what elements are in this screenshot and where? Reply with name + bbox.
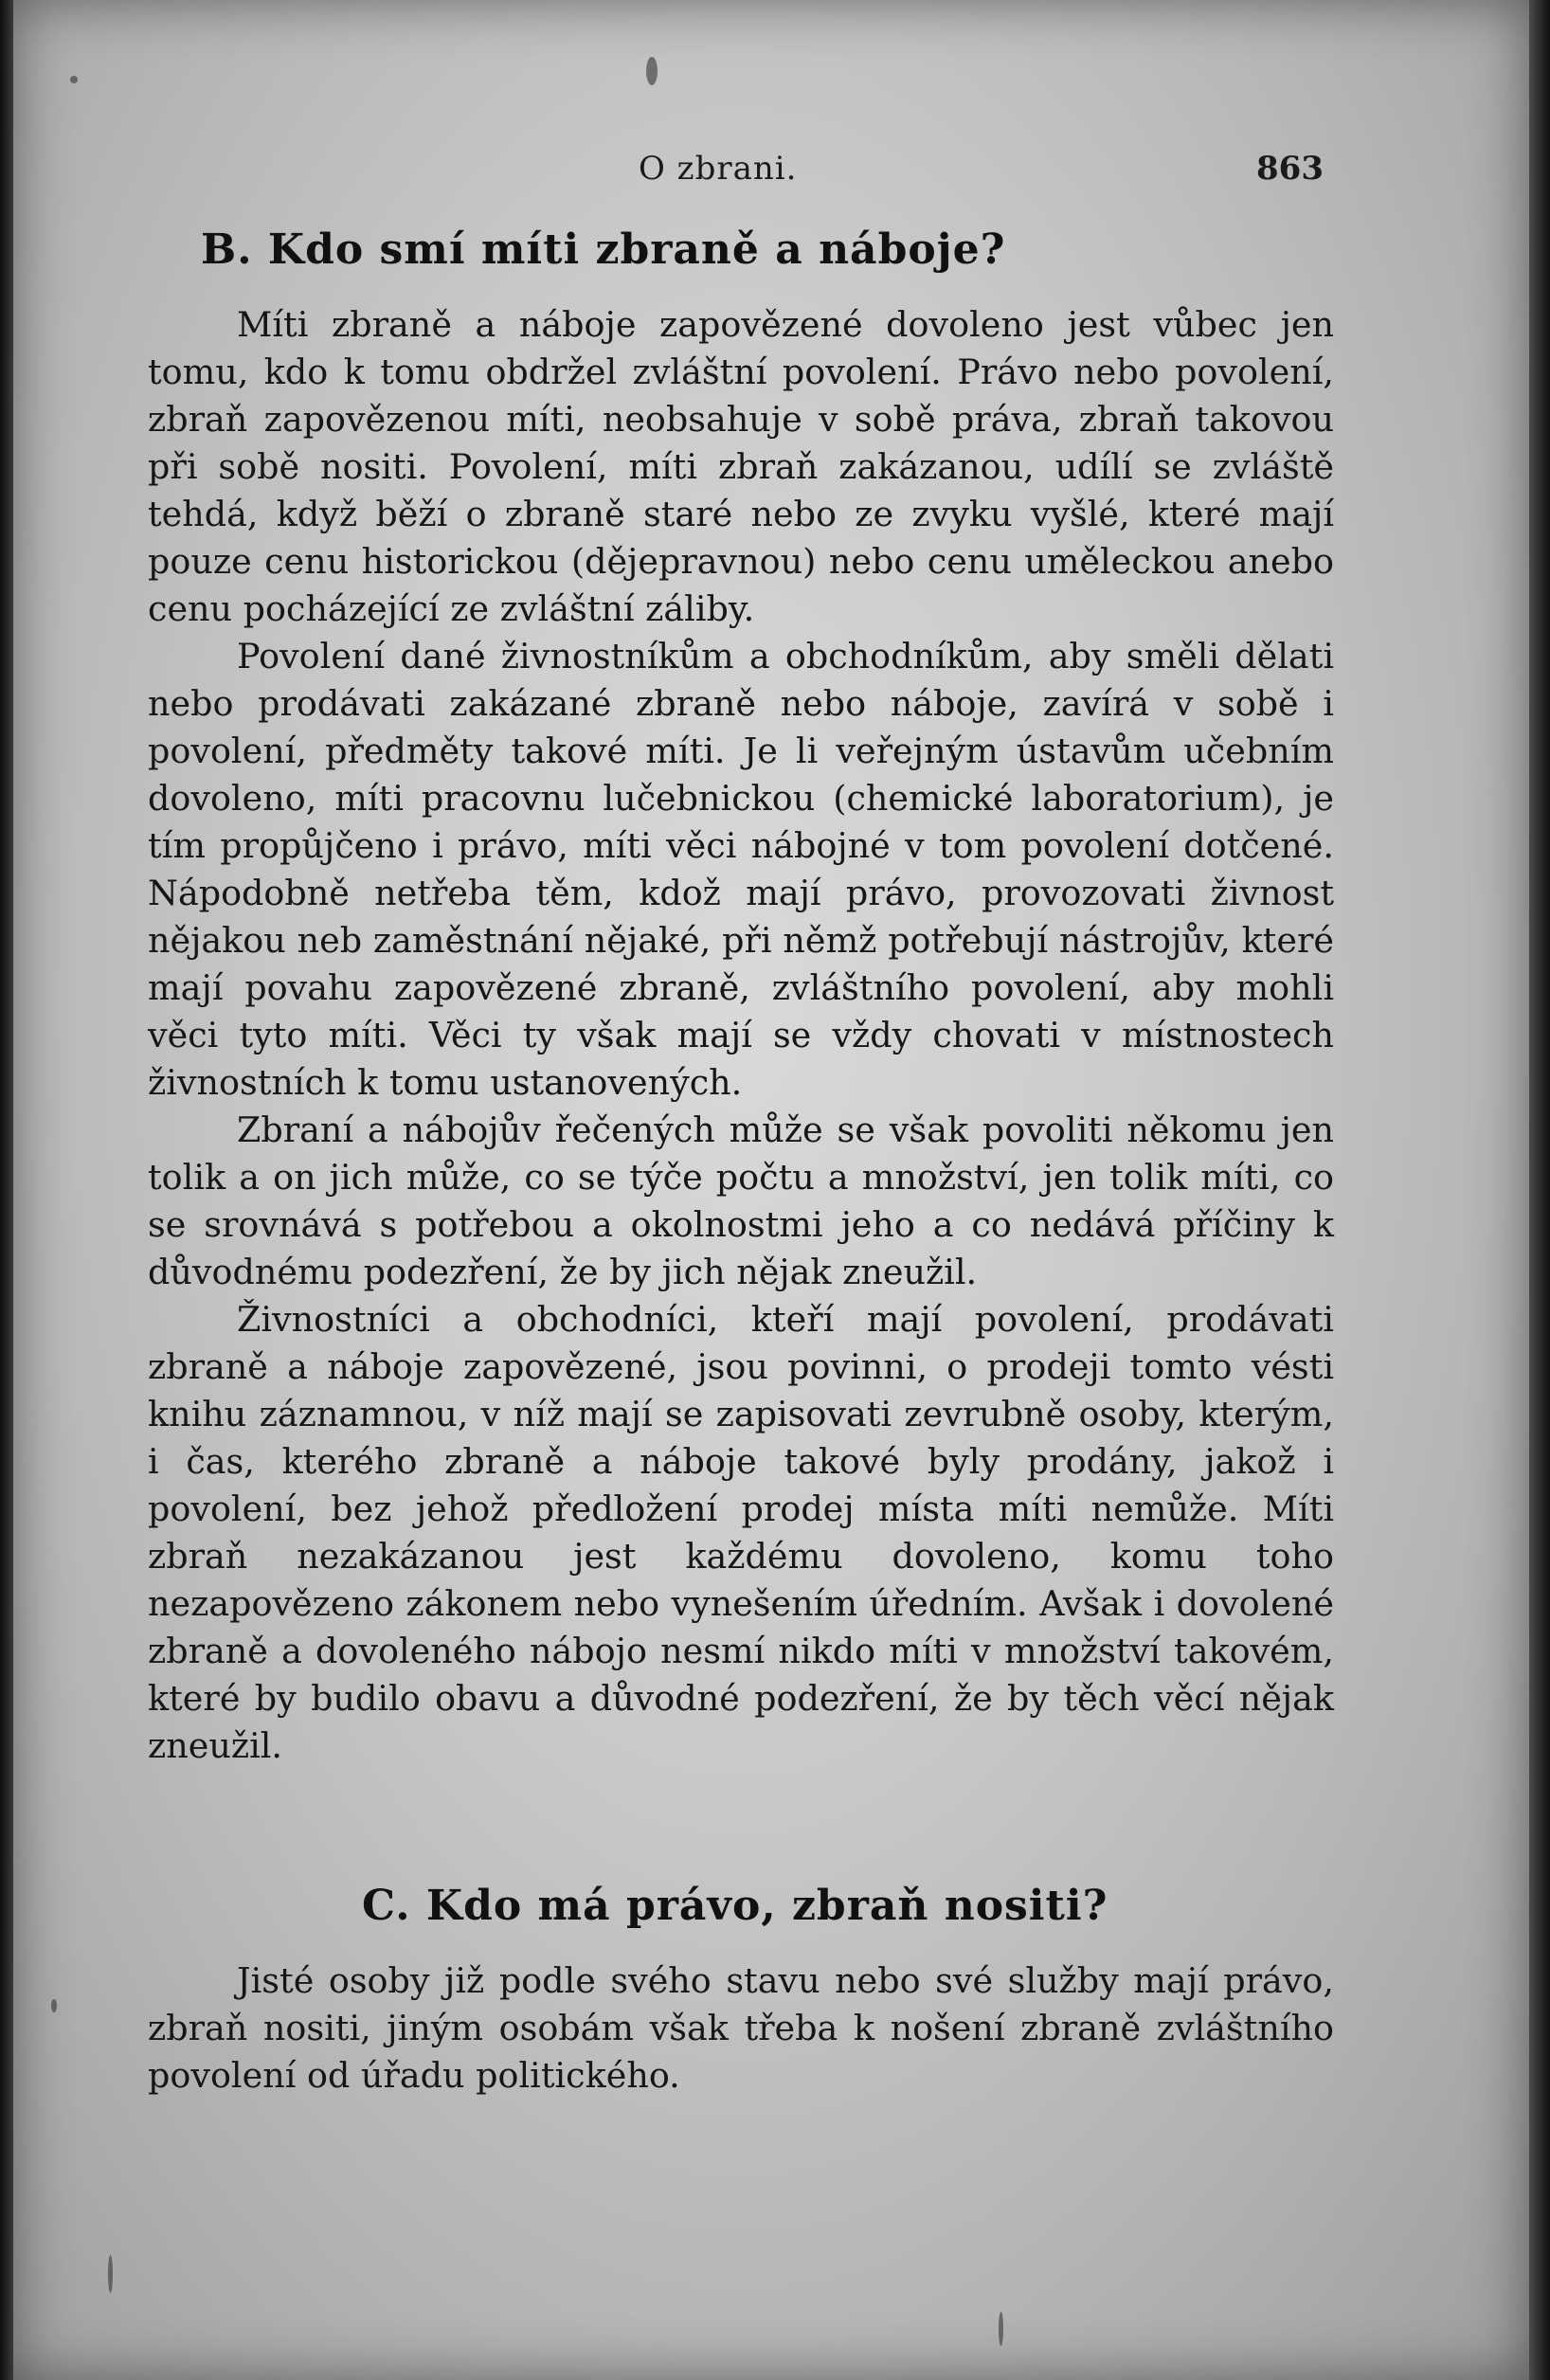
section-c-heading: C. Kdo má právo, zbraň nositi? xyxy=(362,1882,1108,1930)
section-c-body xyxy=(148,1957,1334,2100)
scan-speck xyxy=(108,2255,113,2293)
running-title: O zbrani. xyxy=(639,150,798,188)
scan-edge-left xyxy=(0,0,13,2380)
scan-speck xyxy=(70,76,78,83)
scan-speck xyxy=(999,2312,1003,2346)
scan-edge-right xyxy=(1529,0,1550,2380)
section-c-paragraph-1: Jisté osoby již podle svého stavu nebo své služby mají právo, zbraň nositi, jiným osobám však třeba k nošení zbraně zvláštního povolení od úřadu politického. xyxy=(148,1960,1334,2096)
section-b-body xyxy=(148,301,1334,1770)
page-number: 863 xyxy=(1256,150,1324,188)
section-b-heading: B. Kdo smí míti zbraně a náboje? xyxy=(201,225,1006,274)
section-b-paragraph-1: Míti zbraně a náboje zapovězené dovoleno jest vůbec jen tomu, kdo k tomu obdržel zvláštní povolení. Právo nebo povolení, zbraň zapovězenou míti, neobsahuje v sobě práva, zbraň takovou při sobě nositi. Povolení, míti zbraň zakázanou, udílí se zvláště tehdá, když běží o zbraně staré nebo ze zvyku vyšlé, které mají pouze cenu historickou (dějepravnou) nebo cenu uměleckou anebo cenu pocházející ze zvláštní záliby. xyxy=(148,304,1334,629)
section-b-paragraph-2: Povolení dané živnostníkům a obchodníkům, aby směli dělati nebo prodávati zakázané zbraně nebo náboje, zavírá v sobě i povolení, předměty takové míti. Je li veřejným ústavům učebním dovoleno, míti pracovnu lučebnickou (chemické laboratorium), je tím propůjčeno i právo, míti věci nábojné v tom povolení dotčené. Nápodobně netřeba těm, kdož mají právo, provozovati živnost nějakou neb zaměstnání nějaké, při němž potřebují nástrojův, které mají povahu zapovězené zbraně, zvláštního povolení, aby mohli věci tyto míti. Věci ty však mají se vždy chovati v místnostech živnostních k tomu ustanovených. xyxy=(148,636,1334,1103)
book-page xyxy=(13,0,1529,2380)
scan-speck xyxy=(51,1999,57,2012)
scan-speck xyxy=(646,57,658,85)
section-b-paragraph-4: Živnostníci a obchodníci, kteří mají povolení, prodávati zbraně a náboje zapovězené, jsou povinni, o prodeji tomto vésti knihu záznamnou, v níž mají se zapisovati zevrubně osoby, kterým, i čas, kterého zbraně a náboje takové byly prodány, jakož i povolení, bez jehož předložení prodej místa míti nemůže. Míti zbraň nezakázanou jest každému dovoleno, komu toho nezapovězeno zákonem nebo vynešením úředním. Avšak i dovolené zbraně a dovoleného nábojo nesmí nikdo míti v množství takovém, které by budilo obavu a důvodné podezření, že by těch věcí nějak zneužil. xyxy=(148,1299,1334,1766)
section-b-paragraph-3: Zbraní a nábojův řečených může se však povoliti někomu jen tolik a on jich může, co se týče počtu a množství, jen tolik míti, co se srovnává s potřebou a okolnostmi jeho a co nedává příčiny k důvodnému podezření, že by jich nějak zneužil. xyxy=(148,1109,1334,1292)
